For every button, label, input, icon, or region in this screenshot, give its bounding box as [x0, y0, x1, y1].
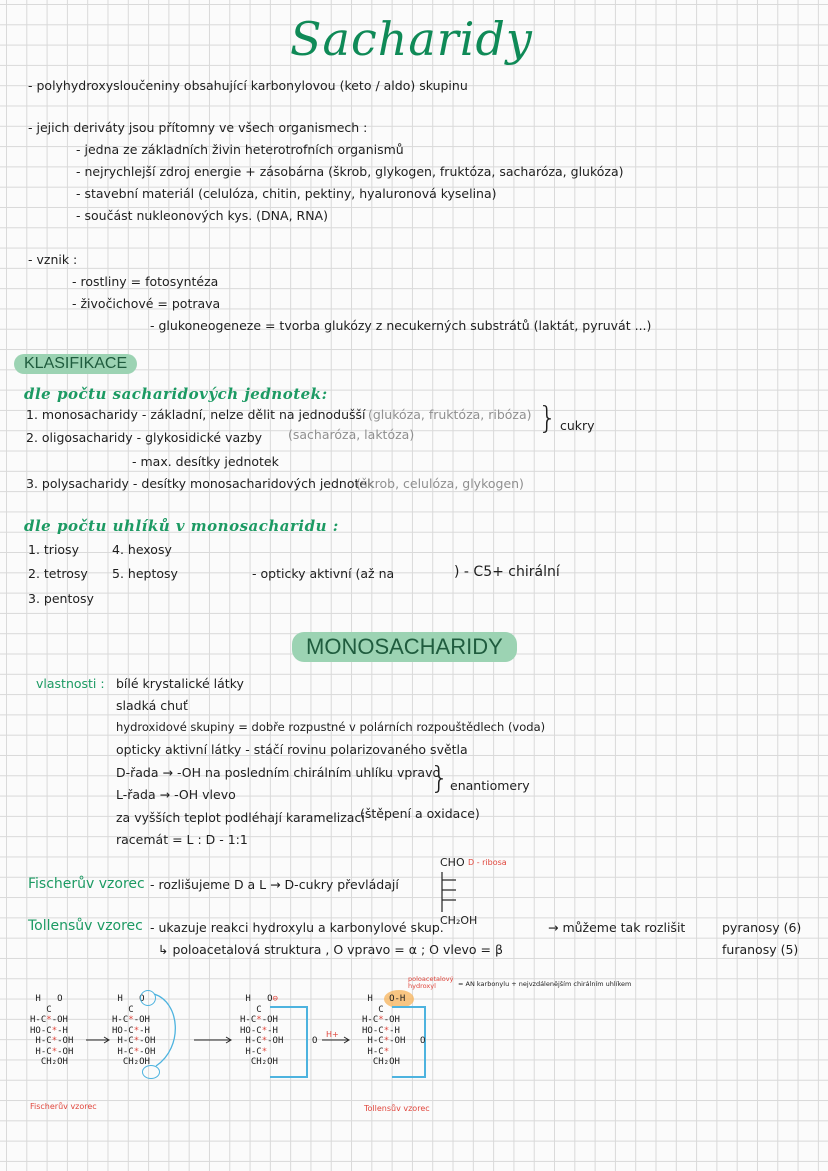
uhlik-item: 5. heptosy	[112, 566, 178, 581]
tollens-arrow: → můžeme tak rozlišit	[548, 920, 686, 935]
furanosy-label: furanosy (5)	[722, 942, 799, 957]
fischer-ch2oh: CH₂OH	[440, 914, 478, 927]
derivaty-item: - jedna ze základních živin heterotrofních organismů	[76, 142, 404, 157]
cukry-label: cukry	[560, 418, 595, 433]
page-title: Sacharidy	[290, 12, 533, 66]
vlastnost-item: D-řada → -OH na posledním chirálním uhlíku vpravo	[116, 765, 441, 780]
opticky-text: - opticky aktivní (až na	[252, 566, 395, 581]
klasifikace-header: KLASIFIKACE	[14, 354, 137, 374]
klasifikace-paren: (škrob, celulóza, glykogen)	[356, 476, 524, 491]
vlastnost-item: za vyšších teplot podléhají karamelizaci	[116, 810, 365, 825]
ring-oxygen: O	[420, 1036, 426, 1046]
arrow-right-icon	[194, 1036, 234, 1044]
vznik-heading: - vznik :	[28, 252, 78, 267]
uhlik-item: 3. pentosy	[28, 591, 94, 606]
klasifikace-row: 1. monosacharidy - základní, nelze dělit na jednodušší	[26, 407, 366, 422]
klasifikace-subheader: dle počtu uhlíků v monosacharidu :	[24, 517, 339, 535]
glukoneogeneze-paren: (laktát, pyruvát ...)	[533, 318, 652, 333]
structure-intermediate: H O C H-C*-OH HO-C*-H H-C*-OH H-C*-OH CH₂OH	[112, 994, 156, 1067]
derivaty-item: - součást nukleonových kys. (DNA, RNA)	[76, 208, 328, 223]
vlastnost-item: racemát = L : D - 1:1	[116, 832, 248, 847]
glukoneogeneze-text: - glukoneogeneze = tvorba glukózy z necukerných substrátů	[150, 318, 530, 333]
vlastnosti-label: vlastnosti :	[36, 676, 105, 691]
structure-tollens: H O-H C H-C*-OH HO-C*-H H-C*-OH H-C* CH₂OH	[362, 994, 406, 1067]
karamel-paren: (štěpení a oxidace)	[360, 806, 480, 821]
poloacetal-label: poloacetalový hydroxyl	[408, 975, 454, 990]
vznik-item: - živočichové = potrava	[72, 296, 221, 311]
klasifikace-row: 3. polysacharidy - desítky monosacharidových jednotek	[26, 476, 375, 491]
tollens-caption: Tollensův vzorec	[364, 1104, 430, 1113]
tollens-label: Tollensův vzorec	[28, 918, 143, 934]
brace-icon: }	[538, 401, 558, 436]
klasifikace-row: - max. desítky jednotek	[132, 454, 279, 469]
enantiomery-label: enantiomery	[450, 778, 530, 793]
klasifikace-row: 2. oligosacharidy - glykosidické vazby	[26, 430, 263, 445]
ring-bond-icon	[270, 1006, 308, 1078]
vlastnost-item: sladká chuť	[116, 698, 188, 713]
klasifikace-subheader: dle počtu sacharidových jednotek:	[24, 385, 328, 403]
monosacharidy-header: MONOSACHARIDY	[292, 632, 517, 662]
opticky-end: ) - C5+ chirální	[454, 564, 560, 580]
hplus-label: H+	[326, 1030, 339, 1039]
vlastnost-item: opticky aktivní látky - stáčí rovinu polarizovaného světla	[116, 742, 468, 757]
fischer-label: Fischerův vzorec	[28, 876, 145, 892]
uhlik-item: 2. tetrosy	[28, 566, 88, 581]
arrow-right-icon	[86, 1036, 112, 1044]
derivaty-heading: - jejich deriváty jsou přítomny ve všech organismech :	[28, 120, 368, 135]
uhlik-item: 1. triosy	[28, 542, 79, 557]
derivaty-item: - nejrychlejší zdroj energie + zásobárna (škrob, glykogen, fruktóza, sacharóza, glukóza)	[76, 164, 624, 179]
fischer-cho: CHO	[440, 856, 465, 869]
klasifikace-paren: (sacharóza, laktóza)	[288, 427, 415, 442]
structure-fischer: H O C H-C*-OH HO-C*-H H-C*-OH H-C*-OH CH₂OH	[30, 994, 74, 1067]
tollens-line2: ↳ poloacetalová struktura , O vpravo = α ; O vlevo = β	[158, 942, 503, 957]
brace-icon: }	[430, 761, 450, 796]
fischer-skeleton-icon	[436, 870, 466, 914]
vlastnost-item: L-řada → -OH vlevo	[116, 787, 236, 802]
fischer-text: - rozlišujeme D a L → D-cukry převládají	[150, 877, 399, 892]
tollens-text: - ukazuje reakci hydroxylu a karbonylové skup.	[150, 920, 444, 935]
structure-ion: H O⊖ C H-C*-OH HO-C*-H H-C*-OH H-C* CH₂OH	[240, 994, 284, 1067]
pyranosy-label: pyranosy (6)	[722, 920, 802, 935]
fischer-caption: Fischerův vzorec	[30, 1102, 97, 1111]
curved-arrow-icon	[150, 992, 184, 1072]
vlastnost-item: hydroxidové skupiny = dobře rozpustné v polárních rozpouštědlech (voda)	[116, 720, 546, 734]
vznik-sub	[150, 318, 651, 333]
an-note: = AN karbonylu + nejvzdálenějším chirálním uhlíkem	[458, 980, 632, 988]
ribosa-label: D - ribosa	[468, 858, 507, 867]
vznik-item: - rostliny = fotosyntéza	[72, 274, 219, 289]
vlastnost-item: bílé krystalické látky	[116, 676, 244, 691]
uhlik-item: 4. hexosy	[112, 542, 172, 557]
derivaty-item: - stavební materiál (celulóza, chitin, pektiny, hyaluronová kyselina)	[76, 186, 497, 201]
klasifikace-paren: (glukóza, fruktóza, ribóza)	[368, 407, 532, 422]
intro-line: - polyhydroxysloučeniny obsahující karbonylovou (keto / aldo) skupinu	[28, 78, 468, 93]
ring-oxygen: O	[312, 1036, 318, 1046]
